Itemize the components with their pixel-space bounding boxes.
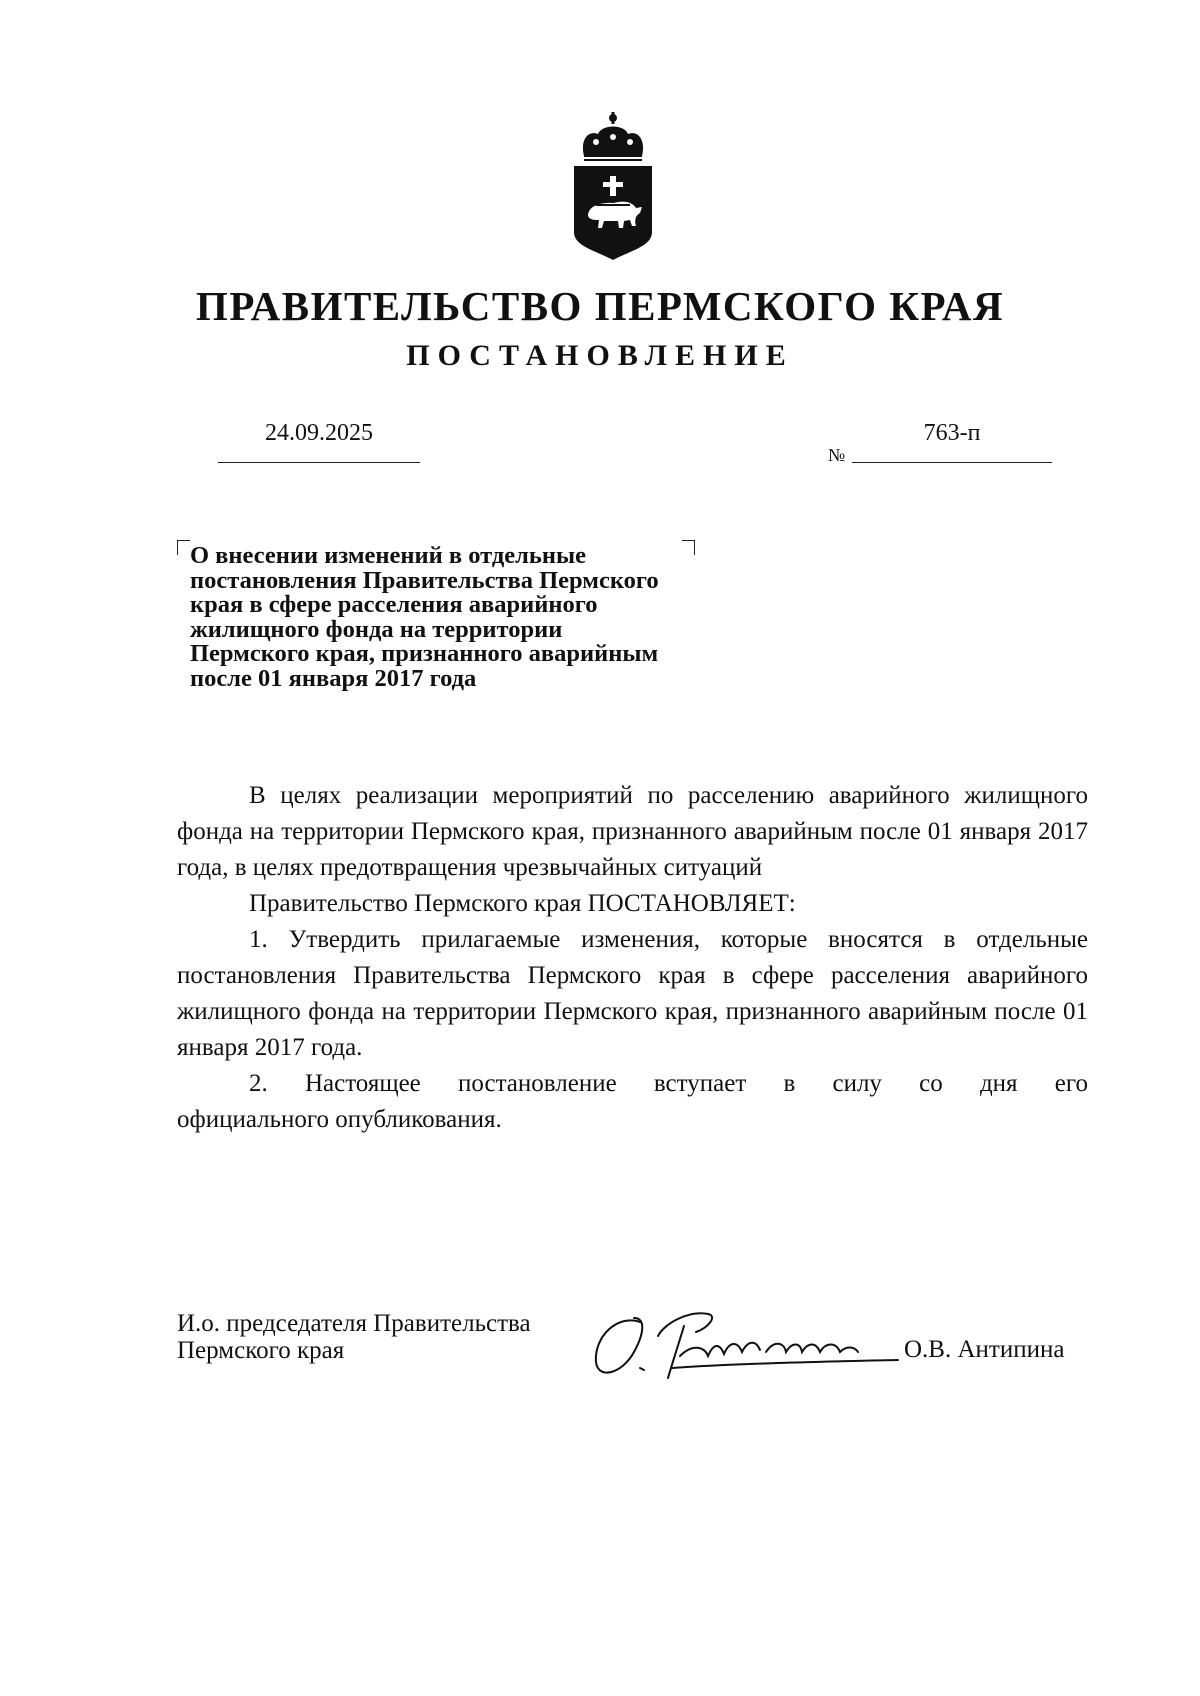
preamble-paragraph: В целях реализации мероприятий по расселению аварийного жилищного фонда на территории Пермского края, признанного аварийным после 01 января 2017 года, в целях предотвращения чрезвычайных ситуаций xyxy=(177,782,1088,881)
number-underline xyxy=(852,462,1052,463)
resolves-paragraph: Правительство Пермского края ПОСТАНОВЛЯЕТ: xyxy=(249,890,796,917)
subject-line: О внесении изменений в отдельные xyxy=(190,542,586,569)
signatory-title xyxy=(177,1310,531,1364)
document-subject xyxy=(190,544,750,691)
date-underline xyxy=(218,462,420,463)
item-1-paragraph: 1. Утвердить прилагаемые изменения, которые вносятся в отдельные постановления Правительства Пермского края в сфере расселения аварийного жилищного фонда на территории Пермского края, признанного аварийным после 01 января 2017 года. xyxy=(177,926,1088,1061)
document-date: 24.09.2025 xyxy=(265,420,373,446)
subject-line: постановления Правительства Пермского xyxy=(190,566,659,594)
handwritten-signature xyxy=(588,1306,900,1386)
item-2-paragraph: 2. Настоящее постановление вступает в силу со дня его xyxy=(249,1070,1088,1097)
signatory-title-line: И.о. председателя Правительства xyxy=(177,1310,531,1337)
document-type-title: ПОСТАНОВЛЕНИЕ xyxy=(406,339,794,372)
subject-line: после 01 января 2017 года xyxy=(190,664,477,692)
subject-corner-mark-left xyxy=(177,540,190,555)
item-2-continuation: официального опубликования. xyxy=(177,1106,502,1133)
document-body xyxy=(177,778,1088,1138)
subject-line: жилищного фонда на территории xyxy=(190,615,563,643)
signatory-name: О.В. Антипина xyxy=(904,1336,1065,1363)
subject-line: Пермского края, признанного аварийным xyxy=(190,640,659,667)
document-number: 763-п xyxy=(923,420,981,446)
subject-line: края в сфере расселения аварийного xyxy=(190,591,598,618)
perm-krai-coat-of-arms-icon xyxy=(566,110,660,262)
organization-title: ПРАВИТЕЛЬСТВО ПЕРМСКОГО КРАЯ xyxy=(195,283,1005,329)
signatory-title-line: Пермского края xyxy=(177,1337,345,1364)
number-sign: № xyxy=(828,445,846,465)
